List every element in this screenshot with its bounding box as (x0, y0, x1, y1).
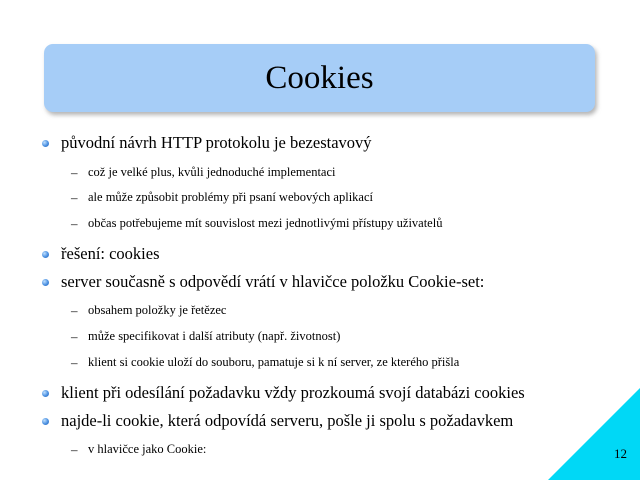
bullet-text: původní návrh HTTP protokolu je bezestavový (61, 133, 372, 152)
dash-icon: – (71, 442, 78, 457)
bullet-text: klient při odesílání požadavku vždy prozkoumá svojí databázi cookies (61, 383, 525, 402)
bullet-icon (42, 418, 49, 425)
bullet-text: server současně s odpovědí vrátí v hlavičce položku Cookie-set: (61, 272, 485, 291)
sub-bullet-text: může specifikovat i další atributy (např. životnost) (88, 329, 341, 343)
page-number: 12 (614, 446, 627, 461)
bullet-icon (42, 140, 49, 147)
bullet-icon (42, 390, 49, 397)
sub-bullet-text: ale může způsobit problémy při psaní webových aplikací (88, 190, 373, 204)
sub-bullet-text: občas potřebujeme mít souvislost mezi jednotlivými přístupy uživatelů (88, 216, 443, 230)
dash-icon: – (71, 355, 78, 370)
bullet-icon (42, 279, 49, 286)
slide-title: Cookies (265, 60, 374, 96)
bullet-text: řešení: cookies (61, 244, 160, 263)
sub-bullet-text: klient si cookie uloží do souboru, pamatuje si k ní server, ze kterého přišla (88, 355, 460, 369)
sub-bullet-text: v hlavičce jako Cookie: (88, 442, 207, 456)
slide-title-box (44, 44, 595, 112)
bullet-text: najde-li cookie, která odpovídá serveru, pošle ji spolu s požadavkem (61, 411, 514, 430)
bullet-icon (42, 251, 49, 258)
corner-decoration (548, 388, 640, 480)
dash-icon: – (71, 329, 78, 344)
dash-icon: – (71, 190, 78, 205)
dash-icon: – (71, 303, 78, 318)
sub-bullet-text: obsahem položky je řetězec (88, 303, 227, 317)
dash-icon: – (71, 216, 78, 231)
sub-bullet-text: což je velké plus, kvůli jednoduché implementaci (88, 165, 336, 179)
dash-icon: – (71, 165, 78, 180)
